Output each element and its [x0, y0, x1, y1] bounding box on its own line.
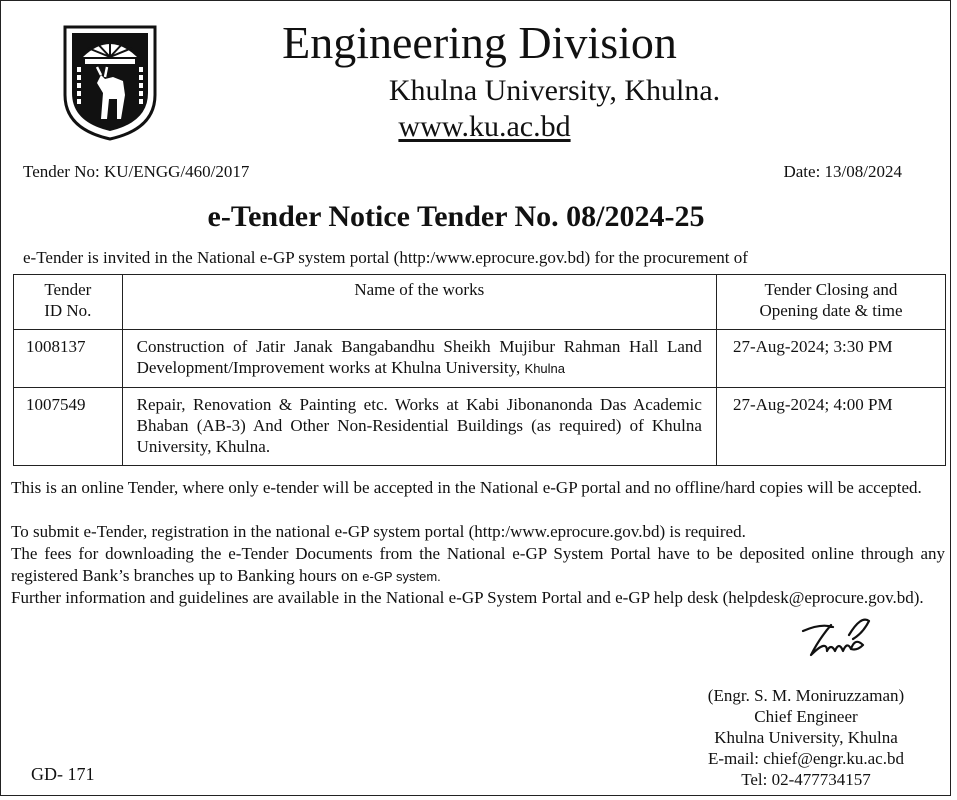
paragraph-online-tender: This is an online Tender, where only e-tender will be accepted in the National e-GP portal and no offline/hard copies will be accepted.: [11, 478, 922, 497]
table-header-row: [14, 275, 946, 330]
header-works: Name of the works: [122, 275, 716, 330]
signer-tel: Tel: 02-477734157: [741, 770, 871, 789]
intro-text: e-Tender is invited in the National e-GP system portal (http:/www.eprocure.gov.bd) for the procurement of: [23, 248, 748, 267]
table-row: [14, 330, 946, 388]
work-name-cell: Repair, Renovation & Painting etc. Works at Kabi Jibonanonda Das Academic Bhaban (AB-3) And Other Non-Residential Buildings (as required) of Khulna University, Khulna.: [122, 388, 716, 466]
signature-icon: [797, 609, 877, 669]
signer-block: [681, 685, 931, 790]
tender-table: [13, 274, 946, 466]
header-tender-id: Tender ID No.: [14, 275, 123, 330]
signer-org: Khulna University, Khulna: [714, 728, 898, 747]
signer-designation: Chief Engineer: [754, 707, 858, 726]
signer-name: (Engr. S. M. Moniruzzaman): [707, 686, 905, 705]
notice-title: e-Tender Notice Tender No. 08/2024-25: [207, 200, 705, 233]
website-link[interactable]: www.ku.ac.bd: [398, 110, 571, 143]
tender-number: Tender No: KU/ENGG/460/2017: [23, 162, 250, 181]
paragraph-further-info: Further information and guidelines are available in the National e-GP System Portal and e-GP help desk (helpdesk@eprocure.gov.bd).: [11, 588, 924, 607]
paragraph-registration: To submit e-Tender, registration in the national e-GP system portal (http:/www.eprocure.gov.bd) is required.: [11, 522, 746, 541]
work-name-cell: Construction of Jatir Janak Bangabandhu Sheikh Mujibur Rahman Hall Land Development/Improvement works at Khulna University, Khulna: [122, 330, 716, 388]
signer-email: E-mail: chief@engr.ku.ac.bd: [708, 749, 904, 768]
tender-id-cell: 1007549: [14, 388, 123, 466]
reference-code: GD- 171: [31, 764, 95, 784]
university-name: Khulna University, Khulna.: [388, 74, 721, 107]
closing-date-cell: 27-Aug-2024; 4:00 PM: [716, 388, 945, 466]
paragraph-fees: The fees for downloading the e-Tender Documents from the National e-GP System Portal have to be deposited online through any registered Bank’s branches up to Banking hours on e-GP system.: [11, 544, 945, 585]
table-row: [14, 388, 946, 466]
closing-date-cell: 27-Aug-2024; 3:30 PM: [716, 330, 945, 388]
tender-id-cell: 1008137: [14, 330, 123, 388]
header-closing: Tender Closing and Opening date & time: [716, 275, 945, 330]
notice-date: Date: 13/08/2024: [783, 162, 902, 181]
university-emblem-icon: [61, 23, 159, 141]
page-title: Engineering Division: [282, 17, 677, 68]
